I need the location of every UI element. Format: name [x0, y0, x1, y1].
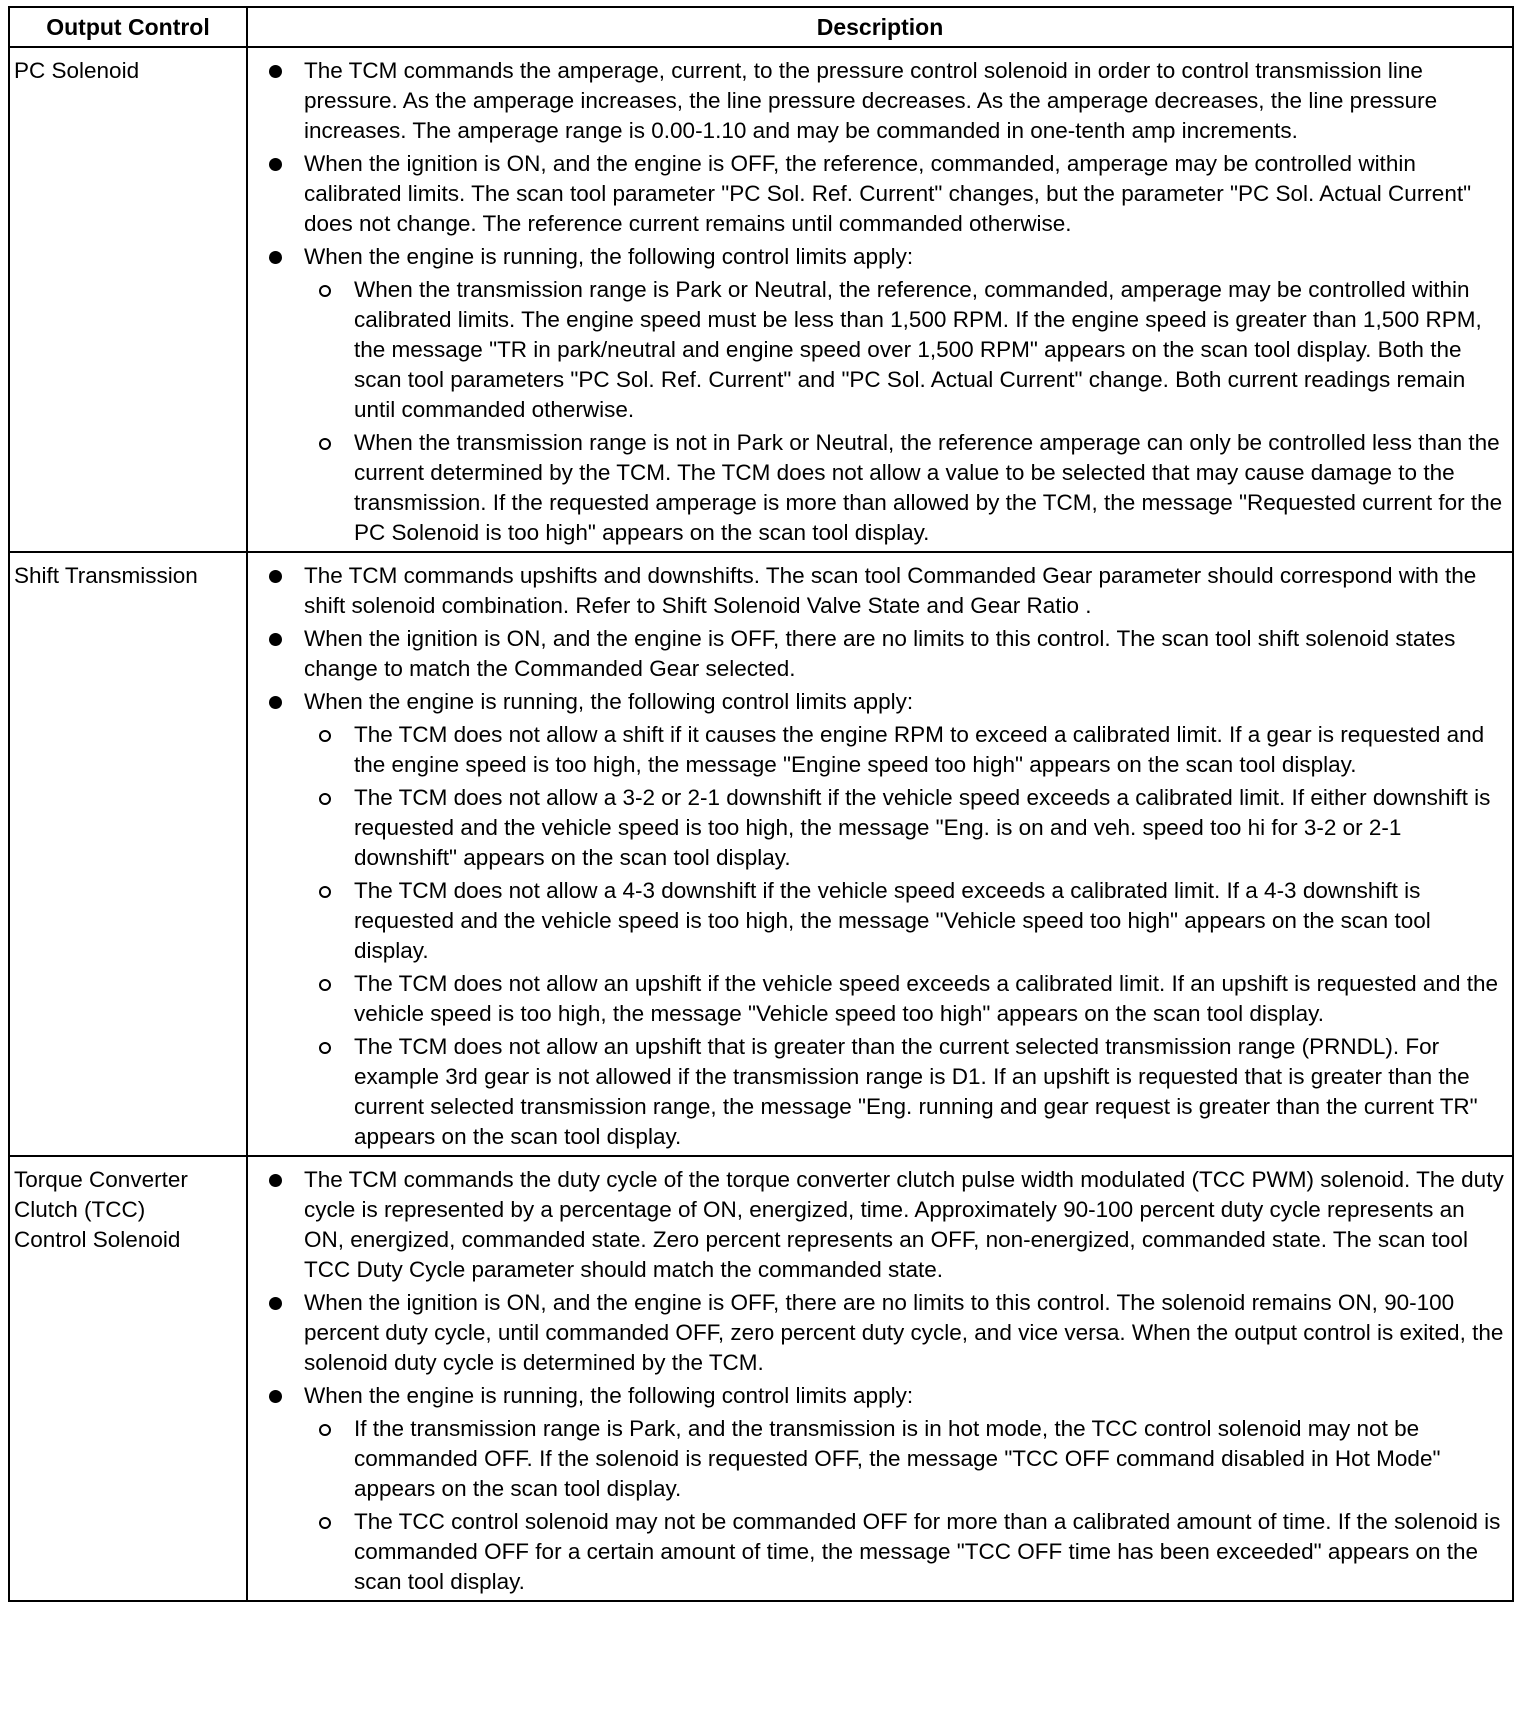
bullet-list [248, 1165, 1512, 1597]
hollow-bullet-icon [319, 979, 331, 991]
bullet-list [248, 561, 1512, 1152]
item-text: When the engine is running, the following control limits apply: [304, 244, 914, 269]
output-control-cell [9, 552, 247, 1156]
sub-list-item [304, 1414, 1508, 1504]
list-item [248, 687, 1512, 1152]
output-control-name: Shift Transmission [14, 563, 198, 588]
sub-item-text: The TCM does not allow a 4-3 downshift if the vehicle speed exceeds a calibrated limit. If a 4-3 downshift is requested and the vehicle speed is too high, the message "Vehicle speed too high" appears on the scan tool display. [354, 878, 1431, 963]
list-item [248, 56, 1512, 146]
bullet-icon [269, 1174, 282, 1187]
bullet-icon [269, 251, 282, 264]
list-item [248, 624, 1512, 684]
sub-item-text: The TCM does not allow an upshift if the vehicle speed exceeds a calibrated limit. If an upshift is requested and the vehicle speed is too high, the message "Vehicle speed too high" appears on the scan tool display. [354, 971, 1498, 1026]
output-control-name-line: Control Solenoid [14, 1227, 181, 1252]
list-item [248, 1288, 1512, 1378]
bullet-icon [269, 696, 282, 709]
sub-item-text: The TCM does not allow a shift if it causes the engine RPM to exceed a calibrated limit. If a gear is requested and the engine speed is too high, the message "Engine speed too high" appears on the scan tool display. [354, 722, 1485, 777]
bullet-icon [269, 570, 282, 583]
list-item [248, 149, 1512, 239]
output-control-cell [9, 1156, 247, 1601]
output-control-cell [9, 47, 247, 552]
hollow-bullet-icon [319, 730, 331, 742]
bullet-icon [269, 633, 282, 646]
item-text: The TCM commands the duty cycle of the torque converter clutch pulse width modulated (TCC PWM) solenoid. The duty cycle is represented by a percentage of ON, energized, time. Approximately 90-100 percent duty cycle represents an ON, energized, commanded state. Zero percent represents an OFF, non-energized, commanded state. The scan tool TCC Duty Cycle parameter should match the commanded state. [304, 1167, 1504, 1282]
hollow-bullet-icon [319, 1517, 331, 1529]
header-row [9, 7, 1513, 47]
hollow-bullet-icon [319, 793, 331, 805]
sub-list-item [304, 783, 1508, 873]
item-text: When the ignition is ON, and the engine is OFF, there are no limits to this control. The solenoid remains ON, 90-100 percent duty cycle, until commanded OFF, zero percent duty cycle, and vice versa. When the output control is exited, the solenoid duty cycle is determined by the TCM. [304, 1290, 1504, 1375]
hollow-bullet-icon [319, 1424, 331, 1436]
table-row [9, 1156, 1513, 1601]
item-text: When the engine is running, the following control limits apply: [304, 689, 914, 714]
sub-bullet-list [304, 720, 1508, 1152]
output-control-name: PC Solenoid [14, 58, 140, 83]
bullet-list [248, 56, 1512, 548]
item-text: When the ignition is ON, and the engine is OFF, the reference, commanded, amperage may be controlled within calibrated limits. The scan tool parameter "PC Sol. Ref. Current" changes, but the parameter "PC Sol. Actual Current" does not change. The reference current remains until commanded otherwise. [304, 151, 1472, 236]
sub-list-item [304, 1032, 1508, 1152]
list-item [248, 242, 1512, 548]
header-output-control: Output Control [9, 7, 247, 47]
item-text: The TCM commands the amperage, current, to the pressure control solenoid in order to control transmission line pressure. As the amperage increases, the line pressure decreases. As the amperage decreases, the line pressure increases. The amperage range is 0.00-1.10 and may be commanded in one-tenth amp increments. [304, 58, 1438, 143]
sub-list-item [304, 969, 1508, 1029]
description-cell [247, 47, 1513, 552]
list-item [248, 1165, 1512, 1285]
sub-list-item [304, 428, 1508, 548]
sub-item-text: The TCM does not allow an upshift that is greater than the current selected transmission range (PRNDL). For example 3rd gear is not allowed if the transmission range is D1. If an upshift is requested that is greater than the current selected transmission range, the message "Eng. running and gear request is greater than the current TR" appears on the scan tool display. [354, 1034, 1478, 1149]
sub-list-item [304, 275, 1508, 425]
hollow-bullet-icon [319, 886, 331, 898]
description-cell [247, 1156, 1513, 1601]
table-row [9, 552, 1513, 1156]
header-description: Description [247, 7, 1513, 47]
sub-item-text: When the transmission range is Park or Neutral, the reference, commanded, amperage may be controlled within calibrated limits. The engine speed must be less than 1,500 RPM. If the engine speed is greater than 1,500 RPM, the message "TR in park/neutral and engine speed over 1,500 RPM" appears on the scan tool display. Both the scan tool parameters "PC Sol. Ref. Current" and "PC Sol. Actual Current" change. Both current readings remain until commanded otherwise. [354, 277, 1482, 422]
item-text: When the engine is running, the following control limits apply: [304, 1383, 914, 1408]
item-text: When the ignition is ON, and the engine is OFF, there are no limits to this control. The scan tool shift solenoid states change to match the Commanded Gear selected. [304, 626, 1456, 681]
list-item [248, 561, 1512, 621]
hollow-bullet-icon [319, 438, 331, 450]
bullet-icon [269, 65, 282, 78]
sub-item-text: If the transmission range is Park, and the transmission is in hot mode, the TCC control solenoid may not be commanded OFF. If the solenoid is requested OFF, the message "TCC OFF command disabled in Hot Mode" appears on the scan tool display. [354, 1416, 1441, 1501]
sub-list-item [304, 876, 1508, 966]
output-control-name-line: Clutch (TCC) [14, 1197, 146, 1222]
hollow-bullet-icon [319, 1042, 331, 1054]
sub-item-text: The TCM does not allow a 3-2 or 2-1 downshift if the vehicle speed exceeds a calibrated limit. If either downshift is requested and the vehicle speed is too high, the message "Eng. is on and veh. speed too hi for 3-2 or 2-1 downshift" appears on the scan tool display. [354, 785, 1491, 870]
sub-list-item [304, 720, 1508, 780]
hollow-bullet-icon [319, 285, 331, 297]
sub-item-text: The TCC control solenoid may not be commanded OFF for more than a calibrated amount of time. If the solenoid is commanded OFF for a certain amount of time, the message "TCC OFF time has been exceeded" appears on the scan tool display. [354, 1509, 1501, 1594]
sub-bullet-list [304, 1414, 1508, 1597]
output-control-table [8, 6, 1514, 1602]
description-cell [247, 552, 1513, 1156]
item-text: The TCM commands upshifts and downshifts. The scan tool Commanded Gear parameter should correspond with the shift solenoid combination. Refer to Shift Solenoid Valve State and Gear Ratio . [304, 563, 1477, 618]
sub-list-item [304, 1507, 1508, 1597]
table-row [9, 47, 1513, 552]
bullet-icon [269, 1297, 282, 1310]
output-control-name-line: Torque Converter [14, 1167, 188, 1192]
sub-item-text: When the transmission range is not in Park or Neutral, the reference amperage can only be controlled less than the current determined by the TCM. The TCM does not allow a value to be selected that may cause damage to the transmission. If the requested amperage is more than allowed by the TCM, the message "Requested current for the PC Solenoid is too high" appears on the scan tool display. [354, 430, 1503, 545]
bullet-icon [269, 158, 282, 171]
sub-bullet-list [304, 275, 1508, 548]
bullet-icon [269, 1390, 282, 1403]
list-item [248, 1381, 1512, 1597]
